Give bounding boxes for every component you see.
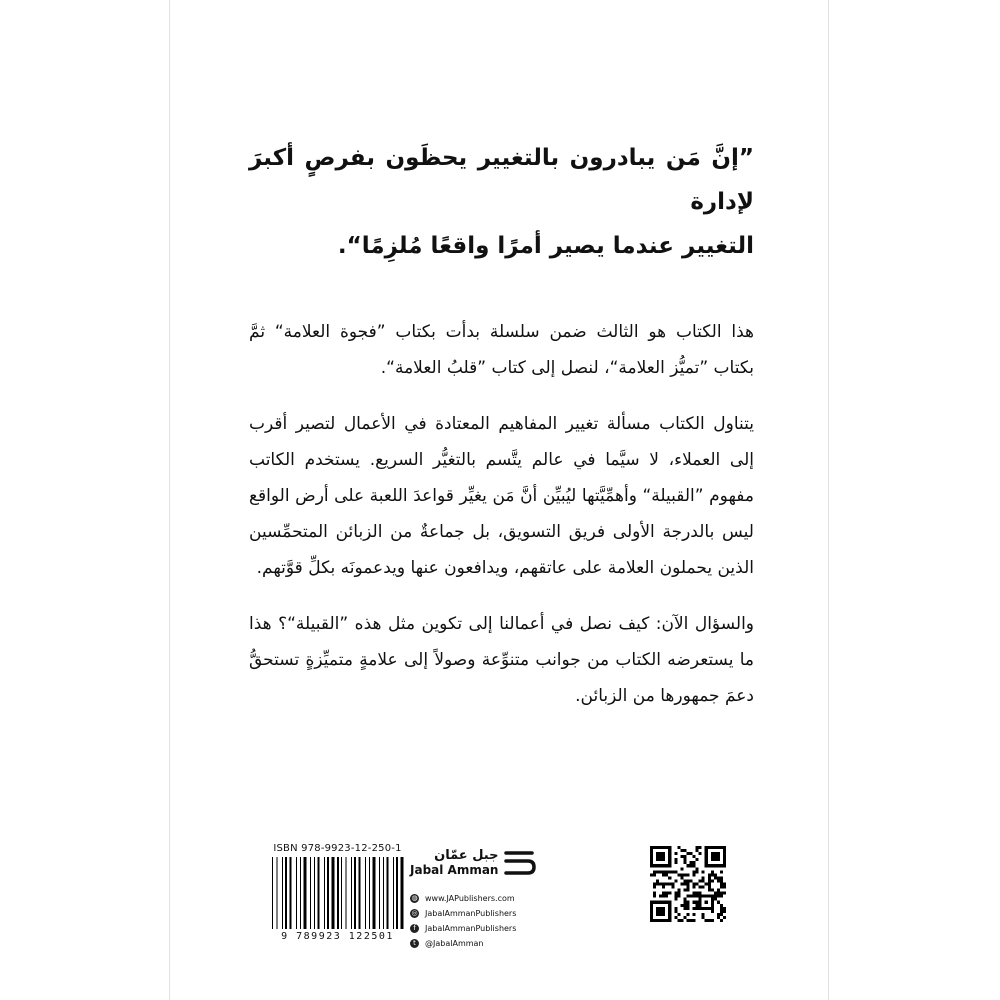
contact-list bbox=[410, 891, 590, 950]
publisher-block bbox=[410, 843, 590, 951]
publisher-mark-icon bbox=[502, 847, 538, 877]
twitter-icon: t bbox=[410, 939, 419, 948]
book-back-cover bbox=[169, 0, 829, 1000]
cover-text bbox=[249, 120, 754, 714]
barcode-digits: 9 789923 122501 bbox=[281, 931, 394, 942]
contact-item[interactable] bbox=[410, 936, 590, 950]
globe-icon: ◍ bbox=[411, 893, 418, 902]
contact-text: JabalAmmanPublishers bbox=[425, 908, 517, 918]
instagram-icon: ◎ bbox=[411, 908, 418, 917]
pull-quote-line: التغيير عندما يصير أمرًا واقعًا مُلزِمًا“. bbox=[337, 233, 754, 259]
barcode bbox=[270, 857, 405, 929]
contact-text: JabalAmmanPublishers bbox=[425, 923, 517, 933]
publisher-name-ar: جبل عمّان bbox=[434, 847, 499, 863]
blurb-paragraph: والسؤال الآن: كيف نصل في أعمالنا إلى تكوين مثل هذه ”القبيلة“؟ هذا ما يستعرضه الكتاب من جوانب متنوِّعة وصولاً إلى علامةٍ متميِّزةٍ تستحقُّ دعمَ جمهورها من الزبائن. bbox=[249, 614, 754, 706]
publisher-name-en: Jabal Amman bbox=[410, 862, 499, 877]
contact-item[interactable] bbox=[410, 921, 590, 935]
contact-item[interactable] bbox=[410, 906, 590, 920]
contact-text: www.JAPublishers.com bbox=[425, 893, 515, 903]
contact-item[interactable] bbox=[410, 891, 590, 905]
qr-code[interactable] bbox=[650, 846, 726, 922]
blurb-paragraph: هذا الكتاب هو الثالث ضمن سلسلة بدأت بكتاب ”فجوة العلامة“ ثمَّ بكتاب ”تميُّز العلامة“، لنصل إلى كتاب ”قلبُ العلامة“. bbox=[249, 322, 754, 378]
pull-quote bbox=[249, 136, 754, 268]
blurb-paragraph: يتناول الكتاب مسألة تغيير المفاهيم المعتادة في الأعمال لتصير أقرب إلى العملاء، لا سيَّما في عالم يتَّسم بالتغيُّر السريع. يستخدم الكاتب مفهوم ”القبيلة“ وأهمِّيَّتها ليُبيِّن أنَّ مَن يغيِّر قواعدَ اللعبة على أرض الواقع ليس بالدرجة الأولى فريق التسويق، بل جماعةٌ من الزبائن المتحمِّسين الذين يحملون العلامة على عاتقهم، ويدافعون عنها ويدعمونَه بكلِّ قوَّتهم. bbox=[249, 414, 754, 578]
publisher-logo bbox=[410, 843, 590, 881]
facebook-icon: f bbox=[410, 924, 419, 933]
contact-text: @JabalAmman bbox=[425, 938, 484, 948]
isbn-label: ISBN 978-9923-12-250-1 bbox=[273, 843, 402, 854]
isbn-barcode-block bbox=[270, 843, 405, 942]
pull-quote-line: ”إنَّ مَن يبادرون بالتغيير يحظَون بفرصٍ أكبرَ لإدارة bbox=[249, 145, 754, 215]
